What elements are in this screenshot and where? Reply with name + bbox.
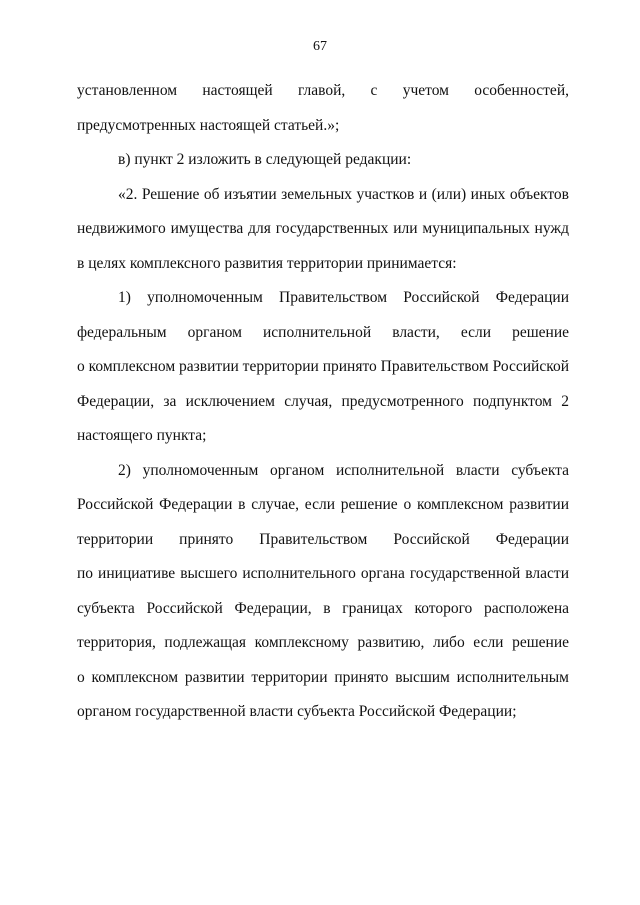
text-line: 1) уполномоченным Правительством Российской Федерации <box>118 289 569 306</box>
text-line: федеральным органом исполнительной власти, если решение <box>77 323 569 341</box>
document-body <box>77 80 569 736</box>
text-line: территории принято Правительством Российской Федерации <box>77 530 569 548</box>
text-line: недвижимого имущества для государственных или муниципальных нужд <box>77 220 569 237</box>
text-line: предусмотренных настоящей статьей.»; <box>77 116 340 134</box>
text-line: территория, подлежащая комплексному развитию, либо если решение <box>77 634 569 651</box>
text-line: Федерации, за исключением случая, предусмотренного подпунктом 2 <box>77 392 569 410</box>
text-line: органом государственной власти субъекта Российской Федерации; <box>77 703 517 720</box>
text-line: установленном настоящей главой, с учетом особенностей, <box>77 82 569 99</box>
text-line: субъекта Российской Федерации, в границах которого расположена <box>77 599 569 617</box>
text-line: «2. Решение об изъятии земельных участков и (или) иных объектов <box>118 185 569 203</box>
text-line: 2) уполномоченным органом исполнительной власти субъекта <box>118 461 569 479</box>
page-number: 67 <box>313 39 327 54</box>
text-line: по инициативе высшего исполнительного органа государственной власти <box>77 565 569 582</box>
text-line: настоящего пункта; <box>77 427 207 444</box>
text-line: в) пункт 2 изложить в следующей редакции: <box>118 151 412 168</box>
text-line: Российской Федерации в случае, если решение о комплексном развитии <box>77 496 569 513</box>
text-line: о комплексном развитии территории принято высшим исполнительным <box>77 668 569 686</box>
text-line: о комплексном развитии территории принято Правительством Российской <box>77 358 569 375</box>
text-line: в целях комплексного развития территории принимается: <box>77 254 457 272</box>
